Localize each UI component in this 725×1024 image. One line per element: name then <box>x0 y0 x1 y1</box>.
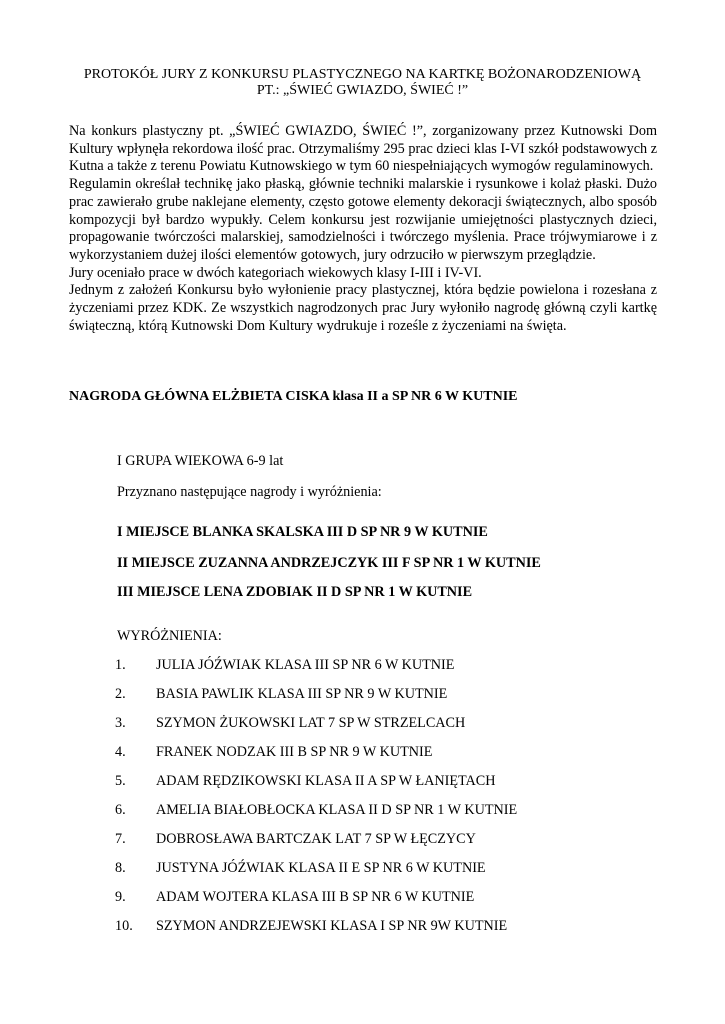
age-group-heading: I GRUPA WIEKOWA 6-9 lat <box>117 453 284 469</box>
list-item-text: SZYMON ANDRZEJEWSKI KLASA I SP NR 9W KUTNIE <box>156 918 508 934</box>
list-item-number: 3. <box>115 715 126 731</box>
title-line-2: PT.: „ŚWIEĆ GWIAZDO, ŚWIEĆ !” <box>256 83 469 98</box>
list-item-text: FRANEK NODZAK III B SP NR 9 W KUTNIE <box>156 744 433 760</box>
list-item-text: SZYMON ŻUKOWSKI LAT 7 SP W STRZELCACH <box>156 715 466 731</box>
list-item-number: 8. <box>115 860 126 876</box>
list-item-text: ADAM WOJTERA KLASA III B SP NR 6 W KUTNIE <box>156 889 475 905</box>
intro-paragraph: Na konkurs plastyczny pt. „ŚWIEĆ GWIAZDO, ŚWIEĆ !”, zorganizowany przez Kutnowski Dom Kultury wpłynęła rekordowa ilość prac. Otrzymaliśmy 295 prac dzieci klas I-VI szkół podstawowych z Kutna a także z terenu Powiatu Kutnowskiego w tym 60 niespełniających wymogów regulaminowych. <box>69 123 657 175</box>
first-place: I MIEJSCE BLANKA SKALSKA III D SP NR 9 W KUTNIE <box>117 524 488 540</box>
title-line-1: PROTOKÓŁ JURY Z KONKURSU PLASTYCZNEGO NA KARTKĘ BOŻONARODZENIOWĄ <box>83 67 642 82</box>
intro-paragraph: Jury oceniało prace w dwóch kategoriach wiekowych klasy I-III i IV-VI. <box>69 264 482 281</box>
list-item-number: 4. <box>115 744 126 760</box>
list-item-number: 9. <box>115 889 126 905</box>
list-item-number: 7. <box>115 831 126 847</box>
list-item-number: 2. <box>115 686 126 702</box>
intro-paragraph: Jednym z założeń Konkursu było wyłonienie pracy plastycznej, która będzie powielona i rozesłana z życzeniami przez KDK. Ze wszystkich nagrodzonych prac Jury wyłoniło nagrodę główną czyli kartkę świąteczną, którą Kutnowski Dom Kultury wydrukuje i roześle z życzeniami na święta. <box>69 282 657 334</box>
list-item-number: 10. <box>115 918 133 934</box>
second-place: II MIEJSCE ZUZANNA ANDRZEJCZYK III F SP NR 1 W KUTNIE <box>117 555 541 571</box>
list-item-text: ADAM RĘDZIKOWSKI KLASA II A SP W ŁANIĘTACH <box>156 773 496 789</box>
list-item-text: AMELIA BIAŁOBŁOCKA KLASA II D SP NR 1 W KUTNIE <box>156 802 518 818</box>
distinctions-heading: WYRÓŻNIENIA: <box>117 628 222 644</box>
intro-paragraph: Regulamin określał technikę jako płaską, głównie techniki malarskie i rysunkowe i kolaż płaski. Dużo prac zawierało grube naklejane elementy, często gotowe elementy dekoracji świątecznych, albo sposób kompozycji był bardzo wypukły. Celem konkursu jest rozwijanie umiejętności plastycznych dzieci, propagowanie twórczości malarskiej, samodzielności i twórczego myślenia. Prace trójwymiarowe i z wykorzystaniem dużej ilości elementów gotowych, jury odrzuciło w pierwszym przeglądzie. <box>69 176 657 263</box>
list-item-text: JULIA JÓŹWIAK KLASA III SP NR 6 W KUTNIE <box>156 657 455 673</box>
age-group-intro: Przyznano następujące nagrody i wyróżnienia: <box>117 484 382 500</box>
list-item-text: BASIA PAWLIK KLASA III SP NR 9 W KUTNIE <box>156 686 448 702</box>
document-title <box>60 67 665 99</box>
list-item-number: 5. <box>115 773 126 789</box>
main-prize: NAGRODA GŁÓWNA ELŻBIETA CISKA klasa II a SP NR 6 W KUTNIE <box>69 389 518 404</box>
list-item-number: 1. <box>115 657 126 673</box>
intro-text <box>69 123 657 335</box>
list-item-number: 6. <box>115 802 126 818</box>
list-item-text: DOBROSŁAWA BARTCZAK LAT 7 SP W ŁĘCZYCY <box>156 831 476 847</box>
list-item-text: JUSTYNA JÓŹWIAK KLASA II E SP NR 6 W KUTNIE <box>156 860 486 876</box>
third-place: III MIEJSCE LENA ZDOBIAK II D SP NR 1 W KUTNIE <box>117 584 473 600</box>
